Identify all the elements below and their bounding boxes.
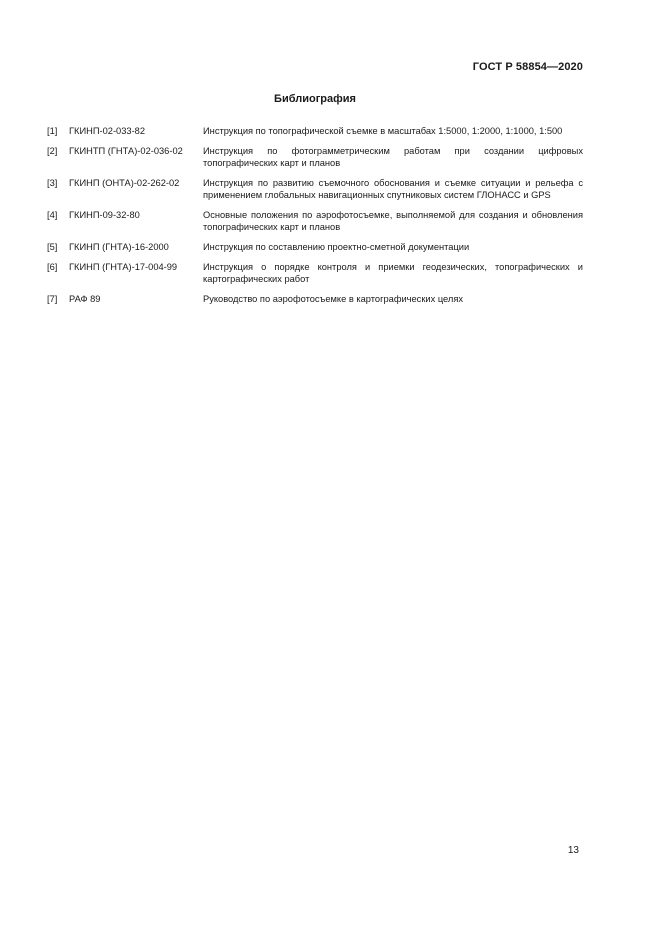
bibliography-entry (47, 241, 583, 253)
entry-number: [2] (47, 146, 58, 156)
page-number: 13 (567, 845, 579, 856)
entry-code: ГКИНП-09-32-80 (69, 210, 140, 220)
bibliography-entry (47, 293, 583, 305)
entry-code: ГКИНП-02-033-82 (69, 126, 146, 136)
entry-number: [7] (47, 294, 58, 304)
entry-code: РАФ 89 (69, 294, 101, 304)
bibliography-entry (47, 125, 583, 137)
entry-title: Инструкция по фотограмметрическим работам при создании цифровых топографических карт и планов (203, 146, 583, 168)
entry-title: Инструкция по топографической съемке в масштабах 1:5000, 1:2000, 1:1000, 1:500 (203, 126, 563, 136)
entry-number: [4] (47, 210, 58, 220)
entry-title: Инструкция о порядке контроля и приемки геодезических, топографических и картографических работ (203, 262, 583, 284)
entry-title: Основные положения по аэрофотосъемке, выполняемой для создания и обновления топографических карт и планов (203, 210, 583, 232)
section-title: Библиография (274, 93, 356, 105)
bibliography-entry (47, 177, 583, 201)
bibliography-list (47, 125, 583, 313)
entry-code: ГКИНП (ГНТА)-17-004-99 (69, 262, 178, 272)
entry-code: ГКИНП (ГНТА)-16-2000 (69, 242, 169, 252)
bibliography-entry (47, 261, 583, 285)
bibliography-entry (47, 145, 583, 169)
entry-code: ГКИНТП (ГНТА)-02-036-02 (69, 146, 183, 156)
document-standard-number: ГОСТ Р 58854—2020 (472, 61, 583, 73)
entry-code: ГКИНП (ОНТА)-02-262-02 (69, 178, 180, 188)
entry-number: [1] (47, 126, 58, 136)
bibliography-entry (47, 209, 583, 233)
entry-title: Руководство по аэрофотосъемке в картографических целях (203, 294, 464, 304)
entry-title: Инструкция по составлению проектно-сметной документации (203, 242, 470, 252)
entry-title: Инструкция по развитию съемочного обоснования и съемке ситуации и рельефа с применением глобальных навигационных спутниковых систем ГЛОНАСС и GPS (203, 178, 583, 200)
entry-number: [3] (47, 178, 58, 188)
entry-number: [5] (47, 242, 58, 252)
entry-number: [6] (47, 262, 58, 272)
